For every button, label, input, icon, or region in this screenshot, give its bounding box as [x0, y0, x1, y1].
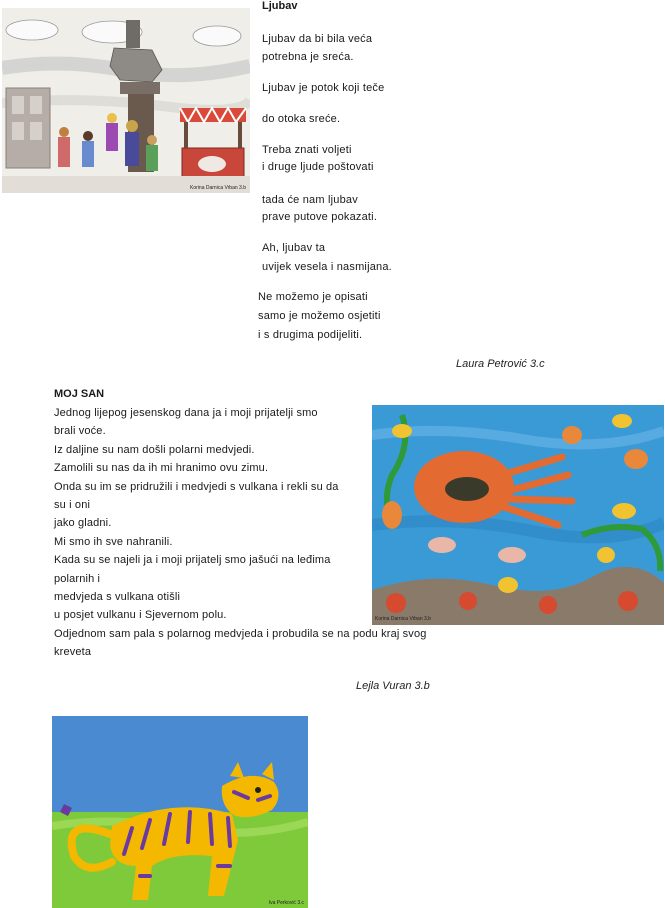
- story-line: su i oni: [54, 499, 91, 512]
- poem-line: samo je možemo osjetiti: [258, 310, 381, 322]
- story-line: Iz daljine su nam došli polarni medvjedi.: [54, 443, 255, 456]
- story-line: Jednog lijepog jesenskog dana ja i moji prijatelji smo: [54, 407, 318, 419]
- story-line: jako gladni.: [54, 517, 112, 530]
- poem-author: Laura Petrović 3.c: [456, 358, 545, 370]
- sea-drawing: [372, 405, 664, 625]
- story-line: brali voće.: [54, 425, 106, 438]
- tiger-drawing-caption: Iva Perković 3.c: [268, 900, 304, 906]
- poem-line: Ljubav da bi bila veća: [262, 33, 373, 45]
- story-line: Odjednom sam pala s polarnog medvjeda i probudila se na podu kraj svog: [54, 627, 427, 640]
- poem-line: tada će nam ljubav: [262, 194, 358, 206]
- story-author: Lejla Vuran 3.b: [356, 680, 430, 692]
- fair-drawing-caption: Korina Darnica Vrban 3.b: [190, 185, 246, 191]
- poem-line: do otoka sreće.: [262, 113, 341, 125]
- story-line: kreveta: [54, 646, 92, 659]
- poem-line: Ljubav je potok koji teče: [262, 82, 385, 94]
- poem-line: potrebna je sreća.: [262, 51, 354, 63]
- poem-line: Ne možemo je opisati: [258, 291, 368, 303]
- poem-line: Treba znati voljeti: [262, 144, 352, 156]
- poem-line: Ah, ljubav ta: [262, 242, 326, 254]
- poem-title: Ljubav: [262, 0, 298, 12]
- story-line: Zamolili su nas da ih mi hranimo ovu zimu.: [54, 462, 269, 475]
- story-line: Onda su im se pridružili i medvjedi s vulkana i rekli su da: [54, 480, 339, 493]
- tiger-drawing: [52, 716, 308, 908]
- story-title: MOJ SAN: [54, 388, 105, 400]
- story-line: u posjet vulkanu i Sjevernom polu.: [54, 609, 227, 622]
- story-line: Kada su se najeli ja i moji prijatelj smo jašući na leđima: [54, 554, 331, 567]
- sea-drawing-caption: Korina Darnica Vrban 3.b: [375, 616, 431, 622]
- story-line: polarnih i: [54, 572, 101, 585]
- fair-drawing: [2, 8, 250, 193]
- poem-line: prave putove pokazati.: [262, 211, 378, 223]
- poem-line: i s drugima podijeliti.: [258, 329, 363, 341]
- poem-line: uvijek vesela i nasmijana.: [262, 261, 392, 273]
- story-line: medvjeda s vulkana otišli: [54, 591, 181, 604]
- story-line: Mi smo ih sve nahranili.: [54, 535, 173, 548]
- poem-line: i druge ljude poštovati: [262, 161, 374, 173]
